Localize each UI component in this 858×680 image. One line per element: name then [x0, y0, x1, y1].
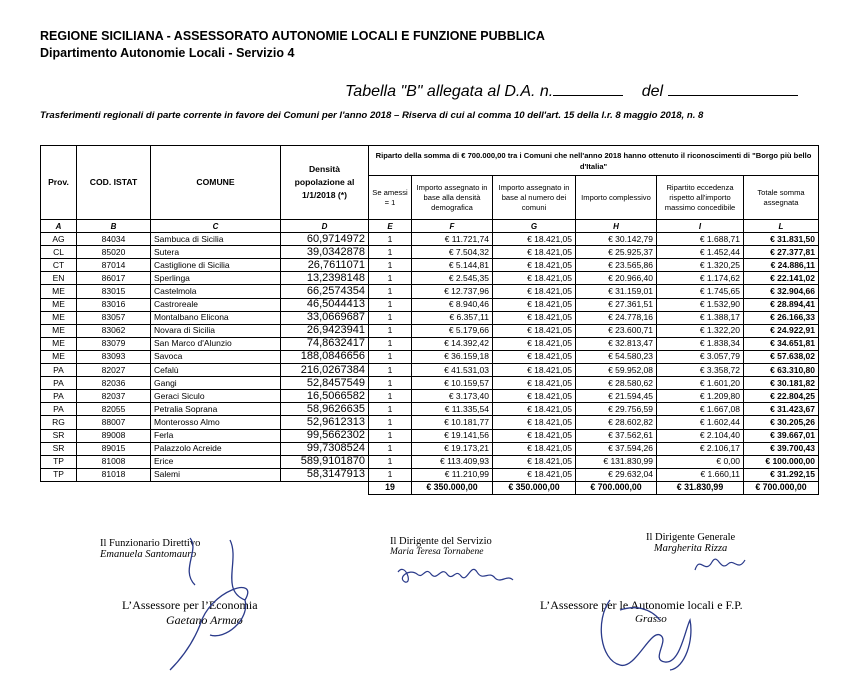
row-importo-numero: € 18.421,05: [493, 246, 576, 259]
tabella-date-blank: [668, 81, 798, 96]
row-prov: ME: [41, 324, 77, 337]
assessore-eco-title: L’Assessore per l’Economia: [122, 598, 258, 612]
document-subtitle: Trasferimenti regionali di parte corrente in favore dei Comuni per l'anno 2018 – Riserva di cui al comma 10 dell'art. 15 della l.r. 8 maggio 2018, n. 8: [40, 110, 704, 121]
row-densita: 16,5066582: [281, 390, 369, 403]
row-ammessi: 1: [369, 403, 412, 416]
row-importo-complessivo: € 27.361,51: [576, 298, 657, 311]
row-densita: 74,8632417: [281, 337, 369, 350]
tabella-number-blank: [553, 81, 623, 96]
row-importo-densita: € 7.504,32: [412, 246, 493, 259]
row-importo-numero: € 18.421,05: [493, 468, 576, 481]
header-densita: Densità popolazione al 1/1/2018 (*): [281, 146, 369, 220]
row-totale: € 24.922,91: [744, 324, 819, 337]
row-importo-densita: € 19.141,56: [412, 429, 493, 442]
row-eccedenza: € 1.601,20: [657, 377, 744, 390]
generale-title: Il Dirigente Generale: [646, 532, 736, 543]
row-prov: ME: [41, 350, 77, 363]
row-totale: € 31.292,15: [744, 468, 819, 481]
row-importo-numero: € 18.421,05: [493, 416, 576, 429]
letter-e: E: [369, 220, 412, 233]
row-importo-densita: € 10.159,57: [412, 377, 493, 390]
row-importo-numero: € 18.421,05: [493, 350, 576, 363]
row-comune: Monterosso Almo: [151, 416, 281, 429]
row-totale: € 100.000,00: [744, 455, 819, 468]
row-prov: ME: [41, 298, 77, 311]
row-importo-complessivo: € 28.602,82: [576, 416, 657, 429]
row-prov: PA: [41, 403, 77, 416]
row-cod-istat: 89008: [77, 429, 151, 442]
row-comune: Palazzolo Acreide: [151, 442, 281, 455]
row-totale: € 31.423,67: [744, 403, 819, 416]
total-eccedenza: € 31.830,99: [657, 481, 744, 494]
row-prov: ME: [41, 285, 77, 298]
row-importo-complessivo: € 37.562,61: [576, 429, 657, 442]
table-row: [41, 246, 819, 259]
table-row: [41, 442, 819, 455]
row-importo-complessivo: € 28.580,62: [576, 377, 657, 390]
row-ammessi: 1: [369, 259, 412, 272]
row-importo-densita: € 12.737,96: [412, 285, 493, 298]
total-somma-assegnata: € 700.000,00: [744, 481, 819, 494]
row-totale: € 30.205,26: [744, 416, 819, 429]
row-ammessi: 1: [369, 416, 412, 429]
row-densita: 52,8457549: [281, 377, 369, 390]
row-prov: PA: [41, 390, 77, 403]
table-row: [41, 468, 819, 481]
row-cod-istat: 88007: [77, 416, 151, 429]
row-prov: TP: [41, 455, 77, 468]
row-importo-complessivo: € 29.756,59: [576, 403, 657, 416]
row-eccedenza: € 1.838,34: [657, 337, 744, 350]
row-importo-complessivo: € 23.565,86: [576, 259, 657, 272]
row-importo-numero: € 18.421,05: [493, 390, 576, 403]
table-row: [41, 337, 819, 350]
table-row: [41, 390, 819, 403]
header-prov: Prov.: [41, 146, 77, 220]
row-densita: 26,7611071: [281, 259, 369, 272]
row-densita: 99,5662302: [281, 429, 369, 442]
row-importo-densita: € 3.173,40: [412, 390, 493, 403]
row-totale: € 22.141,02: [744, 272, 819, 285]
assessore-eco-name: Gaetano Armao: [166, 613, 243, 627]
row-densita: 46,5044413: [281, 298, 369, 311]
row-importo-numero: € 18.421,05: [493, 233, 576, 246]
row-prov: PA: [41, 377, 77, 390]
row-importo-numero: € 18.421,05: [493, 429, 576, 442]
row-ammessi: 1: [369, 364, 412, 377]
row-cod-istat: 87014: [77, 259, 151, 272]
total-ammessi: 19: [369, 481, 412, 494]
row-importo-densita: € 19.173,21: [412, 442, 493, 455]
table-row: [41, 364, 819, 377]
letter-d: D: [281, 220, 369, 233]
row-importo-densita: € 5.144,81: [412, 259, 493, 272]
row-eccedenza: € 2.104,40: [657, 429, 744, 442]
row-prov: RG: [41, 416, 77, 429]
row-eccedenza: € 1.667,08: [657, 403, 744, 416]
row-eccedenza: € 1.532,90: [657, 298, 744, 311]
letter-c: C: [151, 220, 281, 233]
header-importo-numero: Importo assegnato in base al numero dei comuni: [493, 176, 576, 220]
row-densita: 60,9714972: [281, 233, 369, 246]
row-importo-numero: € 18.421,05: [493, 285, 576, 298]
row-totale: € 32.904,66: [744, 285, 819, 298]
row-cod-istat: 81008: [77, 455, 151, 468]
letter-a: A: [41, 220, 77, 233]
row-prov: PA: [41, 364, 77, 377]
row-comune: San Marco d'Alunzio: [151, 337, 281, 350]
row-totale: € 63.310,80: [744, 364, 819, 377]
row-importo-numero: € 18.421,05: [493, 455, 576, 468]
header-cod-istat: COD. ISTAT: [77, 146, 151, 220]
row-ammessi: 1: [369, 285, 412, 298]
row-importo-complessivo: € 20.966,40: [576, 272, 657, 285]
row-cod-istat: 83015: [77, 285, 151, 298]
row-eccedenza: € 2.106,17: [657, 442, 744, 455]
row-comune: Geraci Siculo: [151, 390, 281, 403]
header-ammessi: Se amessi = 1: [369, 176, 412, 220]
row-eccedenza: € 1.320,25: [657, 259, 744, 272]
row-importo-densita: € 14.392,42: [412, 337, 493, 350]
row-importo-numero: € 18.421,05: [493, 403, 576, 416]
row-eccedenza: € 0,00: [657, 455, 744, 468]
row-cod-istat: 86017: [77, 272, 151, 285]
row-densita: 39,0342878: [281, 246, 369, 259]
letter-b: B: [77, 220, 151, 233]
row-prov: AG: [41, 233, 77, 246]
row-ammessi: 1: [369, 468, 412, 481]
row-cod-istat: 82036: [77, 377, 151, 390]
row-eccedenza: € 1.602,44: [657, 416, 744, 429]
row-cod-istat: 83057: [77, 311, 151, 324]
table-row: [41, 377, 819, 390]
row-ammessi: 1: [369, 246, 412, 259]
header-importo-densita: Importo assegnato in base alla densità demografica: [412, 176, 493, 220]
row-comune: Sambuca di Sicilia: [151, 233, 281, 246]
row-ammessi: 1: [369, 311, 412, 324]
row-comune: Castroreale: [151, 298, 281, 311]
row-importo-complessivo: € 25.925,37: [576, 246, 657, 259]
row-importo-complessivo: € 29.632,04: [576, 468, 657, 481]
row-prov: ME: [41, 337, 77, 350]
row-comune: Petralia Soprana: [151, 403, 281, 416]
row-cod-istat: 82055: [77, 403, 151, 416]
row-ammessi: 1: [369, 337, 412, 350]
row-importo-numero: € 18.421,05: [493, 311, 576, 324]
row-eccedenza: € 1.660,11: [657, 468, 744, 481]
total-importo-complessivo: € 700.000,00: [576, 481, 657, 494]
header-comune: COMUNE: [151, 146, 281, 220]
allocation-table: [40, 145, 819, 495]
tabella-prefix: Tabella "B" allegata al D.A. n.: [345, 83, 554, 100]
letter-l: L: [744, 220, 819, 233]
row-prov: CL: [41, 246, 77, 259]
row-cod-istat: 81018: [77, 468, 151, 481]
row-ammessi: 1: [369, 233, 412, 246]
row-cod-istat: 83016: [77, 298, 151, 311]
row-prov: SR: [41, 429, 77, 442]
row-cod-istat: 84034: [77, 233, 151, 246]
servizio-title: Il Dirigente del Servizio: [390, 536, 492, 547]
row-importo-complessivo: € 30.142,79: [576, 233, 657, 246]
row-ammessi: 1: [369, 298, 412, 311]
row-totale: € 31.831,50: [744, 233, 819, 246]
assessore-aut-title: L’Assessore per le Autonomie locali e F.P.: [540, 598, 743, 612]
row-totale: € 34.651,81: [744, 337, 819, 350]
row-importo-numero: € 18.421,05: [493, 442, 576, 455]
row-comune: Novara di Sicilia: [151, 324, 281, 337]
row-comune: Sutera: [151, 246, 281, 259]
row-importo-complessivo: € 32.813,47: [576, 337, 657, 350]
row-totale: € 30.181,82: [744, 377, 819, 390]
row-comune: Sperlinga: [151, 272, 281, 285]
row-importo-numero: € 18.421,05: [493, 364, 576, 377]
row-densita: 26,9423941: [281, 324, 369, 337]
handwritten-signature-servizio: [395, 560, 525, 588]
row-densita: 58,9626635: [281, 403, 369, 416]
row-ammessi: 1: [369, 350, 412, 363]
row-importo-densita: € 5.179,66: [412, 324, 493, 337]
row-comune: Gangi: [151, 377, 281, 390]
row-importo-densita: € 10.181,77: [412, 416, 493, 429]
generale-name: Margherita Rizza: [653, 543, 728, 554]
row-densita: 13,2398148: [281, 272, 369, 285]
tabella-reference: [345, 81, 798, 101]
row-densita: 33,0669687: [281, 311, 369, 324]
row-comune: Montalbano Elicona: [151, 311, 281, 324]
row-ammessi: 1: [369, 377, 412, 390]
row-importo-complessivo: € 54.580,23: [576, 350, 657, 363]
row-importo-densita: € 8.940,46: [412, 298, 493, 311]
table-row: [41, 350, 819, 363]
row-prov: TP: [41, 468, 77, 481]
table-row: [41, 416, 819, 429]
row-importo-densita: € 11.721,74: [412, 233, 493, 246]
row-importo-densita: € 41.531,03: [412, 364, 493, 377]
row-importo-numero: € 18.421,05: [493, 377, 576, 390]
row-importo-complessivo: € 23.600,71: [576, 324, 657, 337]
table-row: [41, 403, 819, 416]
header-importo-complessivo: Importo complessivo: [576, 176, 657, 220]
row-totale: € 27.377,81: [744, 246, 819, 259]
assessore-aut-name: Grasso: [635, 613, 667, 625]
servizio-name: Maria Teresa Tornabene: [390, 547, 484, 557]
letter-g: G: [493, 220, 576, 233]
table-row: [41, 233, 819, 246]
row-eccedenza: € 1.388,17: [657, 311, 744, 324]
row-prov: EN: [41, 272, 77, 285]
row-importo-numero: € 18.421,05: [493, 259, 576, 272]
column-letters-row: [41, 220, 819, 233]
row-importo-densita: € 11.335,54: [412, 403, 493, 416]
row-eccedenza: € 1.322,20: [657, 324, 744, 337]
total-importo-densita: € 350.000,00: [412, 481, 493, 494]
row-densita: 216,0267384: [281, 364, 369, 377]
row-cod-istat: 82027: [77, 364, 151, 377]
row-importo-densita: € 113.409,93: [412, 455, 493, 468]
row-densita: 188,0846656: [281, 350, 369, 363]
row-densita: 58,3147913: [281, 468, 369, 481]
row-cod-istat: 85020: [77, 246, 151, 259]
header-region: REGIONE SICILIANA - ASSESSORATO AUTONOMIE LOCALI E FUNZIONE PUBBLICA: [40, 29, 545, 43]
row-densita: 52,9612313: [281, 416, 369, 429]
handwritten-signature-generale: [690, 550, 750, 580]
row-eccedenza: € 1.688,71: [657, 233, 744, 246]
row-importo-complessivo: € 24.778,16: [576, 311, 657, 324]
row-densita: 66,2574354: [281, 285, 369, 298]
row-totale: € 39.667,01: [744, 429, 819, 442]
row-importo-complessivo: € 131.830,99: [576, 455, 657, 468]
row-prov: CT: [41, 259, 77, 272]
row-ammessi: 1: [369, 455, 412, 468]
row-importo-densita: € 11.210,99: [412, 468, 493, 481]
row-totale: € 57.638,02: [744, 350, 819, 363]
row-totale: € 24.886,11: [744, 259, 819, 272]
table-row: [41, 259, 819, 272]
row-eccedenza: € 3.057,79: [657, 350, 744, 363]
row-importo-densita: € 6.357,11: [412, 311, 493, 324]
row-importo-complessivo: € 59.952,08: [576, 364, 657, 377]
letter-h: H: [576, 220, 657, 233]
row-cod-istat: 83062: [77, 324, 151, 337]
totals-row: [41, 481, 819, 494]
letter-f: F: [412, 220, 493, 233]
tabella-del: del: [641, 83, 664, 100]
table-row: [41, 285, 819, 298]
row-totale: € 26.166,33: [744, 311, 819, 324]
row-eccedenza: € 1.745,65: [657, 285, 744, 298]
row-importo-densita: € 36.159,18: [412, 350, 493, 363]
table-row: [41, 429, 819, 442]
row-eccedenza: € 1.452,44: [657, 246, 744, 259]
row-comune: Cefalù: [151, 364, 281, 377]
row-ammessi: 1: [369, 390, 412, 403]
row-ammessi: 1: [369, 272, 412, 285]
table-row: [41, 455, 819, 468]
row-importo-numero: € 18.421,05: [493, 298, 576, 311]
header-eccedenza: Ripartito eccedenza rispetto all'importo massimo concedibile: [657, 176, 744, 220]
handwritten-signature-funzionario-assessore: [150, 530, 270, 675]
row-cod-istat: 89015: [77, 442, 151, 455]
row-importo-numero: € 18.421,05: [493, 337, 576, 350]
table-row: [41, 324, 819, 337]
row-prov: ME: [41, 311, 77, 324]
funzionario-title: Il Funzionario Direttivo: [100, 538, 201, 549]
row-eccedenza: € 3.358,72: [657, 364, 744, 377]
row-importo-complessivo: € 31.159,01: [576, 285, 657, 298]
row-cod-istat: 83079: [77, 337, 151, 350]
row-importo-complessivo: € 21.594,45: [576, 390, 657, 403]
row-cod-istat: 82037: [77, 390, 151, 403]
row-importo-numero: € 18.421,05: [493, 324, 576, 337]
row-totale: € 28.894,41: [744, 298, 819, 311]
row-importo-densita: € 2.545,35: [412, 272, 493, 285]
row-importo-numero: € 18.421,05: [493, 272, 576, 285]
row-cod-istat: 83093: [77, 350, 151, 363]
row-comune: Savoca: [151, 350, 281, 363]
header-totale: Totale somma assegnata: [744, 176, 819, 220]
table-row: [41, 311, 819, 324]
handwritten-signature-assessore-autonomie: [590, 590, 700, 675]
row-ammessi: 1: [369, 324, 412, 337]
table-row: [41, 272, 819, 285]
table-row: [41, 298, 819, 311]
row-comune: Castiglione di Sicilia: [151, 259, 281, 272]
row-comune: Castelmola: [151, 285, 281, 298]
funzionario-name: Emanuela Santomauro: [100, 549, 197, 560]
row-totale: € 39.700,43: [744, 442, 819, 455]
row-eccedenza: € 1.174,62: [657, 272, 744, 285]
row-comune: Erice: [151, 455, 281, 468]
row-ammessi: 1: [369, 429, 412, 442]
row-totale: € 22.804,25: [744, 390, 819, 403]
row-importo-complessivo: € 37.594,26: [576, 442, 657, 455]
row-comune: Ferla: [151, 429, 281, 442]
header-riparto: Riparto della somma di € 700.000,00 tra i Comuni che nell'anno 2018 hanno ottenuto il riconoscimenti di "Borgo più bello d'Italia": [369, 146, 819, 176]
row-eccedenza: € 1.209,80: [657, 390, 744, 403]
row-ammessi: 1: [369, 442, 412, 455]
row-densita: 589,9101870: [281, 455, 369, 468]
header-department: Dipartimento Autonomie Locali - Servizio 4: [40, 46, 295, 60]
total-importo-numero: € 350.000,00: [493, 481, 576, 494]
signature-dirigente-servizio: [390, 536, 492, 557]
row-comune: Salemi: [151, 468, 281, 481]
letter-i: I: [657, 220, 744, 233]
row-densita: 99,7308524: [281, 442, 369, 455]
row-prov: SR: [41, 442, 77, 455]
